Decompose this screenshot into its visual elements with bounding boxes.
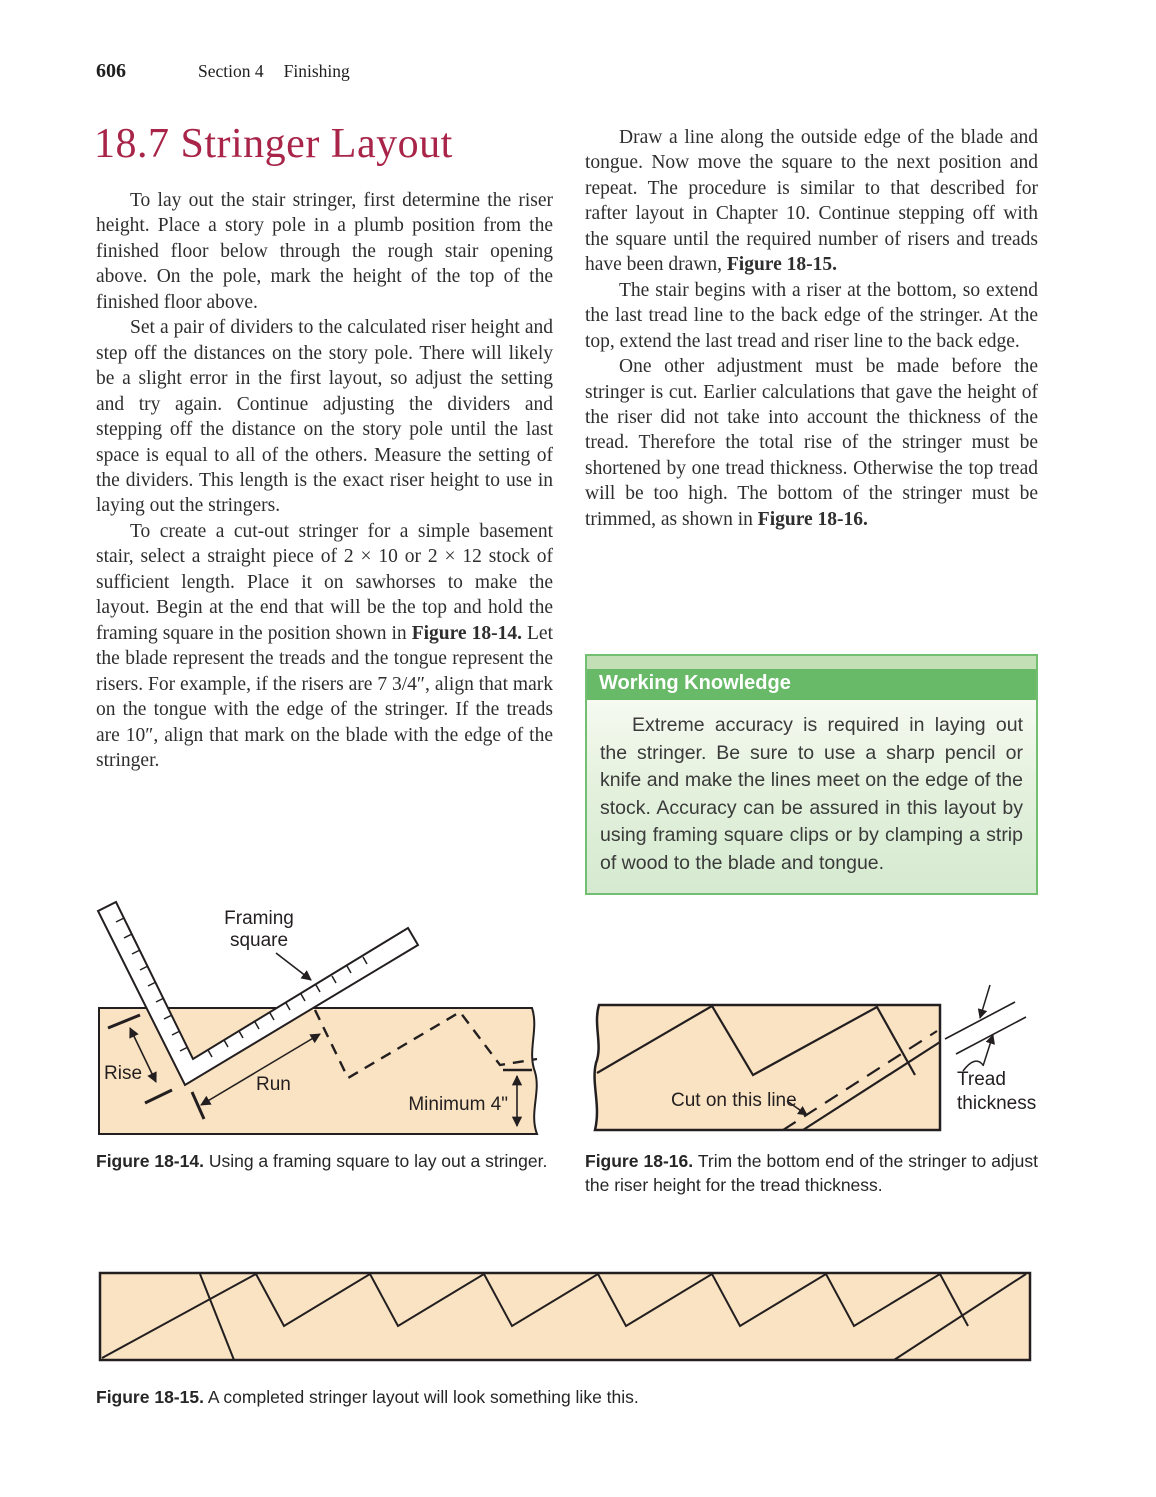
page-header xyxy=(96,60,796,83)
rise-label: Rise xyxy=(104,1063,143,1084)
paragraph xyxy=(96,315,553,519)
tread-thickness-lines xyxy=(945,1002,1026,1054)
caption-label: Figure 18-16. xyxy=(585,1151,694,1171)
framing-square-pointer-arrow xyxy=(276,953,311,980)
text-run: The stair begins with a riser at the bottom, so extend the last tread line to the back edge of the stringer. At the top, extend the last tread and riser line to the back edge. xyxy=(585,279,1038,352)
paragraph xyxy=(96,519,553,774)
figure-reference: Figure 18-16. xyxy=(757,508,868,530)
tread-thickness-upper-arrow xyxy=(980,985,990,1018)
working-knowledge-box xyxy=(585,654,1038,895)
figure-reference: Figure 18-15. xyxy=(726,254,837,276)
figure-18-15-diagram xyxy=(96,1268,1036,1365)
text-run: Set a pair of dividers to the calculated riser height and step off the distances on the story pole. There will likely be a slight error in the first layout, so adjust the setting and try again. Continue adjusting the dividers and stepping off the distance on the story pole until the last space is equal to all of the others. Measure the setting of the dividers. This length is the exact riser height to use in laying out the stringers. xyxy=(96,317,553,517)
run-label: Run xyxy=(256,1074,291,1095)
framing-square-label-line1: Framing xyxy=(224,908,294,929)
working-knowledge-top-strip xyxy=(587,656,1036,669)
figure-18-15-caption xyxy=(96,1386,1016,1410)
caption-text: Trim the bottom end of the stringer to adjust the riser height for the tread thickness. xyxy=(585,1151,1038,1195)
page-title: 18.7 Stringer Layout xyxy=(94,121,453,167)
section-label: Section 4 xyxy=(198,61,264,81)
working-knowledge-title: Working Knowledge xyxy=(587,669,1036,700)
figure-reference: Figure 18-14. xyxy=(411,622,522,644)
figure-18-16-diagram xyxy=(585,963,1040,1138)
paragraph xyxy=(96,188,553,315)
tread-thickness-label-line2: thickness xyxy=(957,1093,1037,1114)
working-knowledge-body: Extreme accuracy is required in laying out the stringer. Be sure to use a sharp pencil or knife and make the lines meet on the edge of the stock. Accuracy can be assured in this layout by using framing square clips or by clamping a strip of wood to the blade and tongue. xyxy=(587,700,1036,893)
text-run: Let the blade represent the treads and the tongue represent the risers. For example, if the risers are 7 3/4″, align that mark on the tongue with the edge of the stringer. If the treads are 10″, align that mark on the blade with the edge of the stringer. xyxy=(96,622,553,771)
figure-18-16-caption xyxy=(585,1150,1038,1197)
paragraph xyxy=(585,125,1038,278)
left-column xyxy=(96,188,553,773)
text-run: To create a cut-out stringer for a simple basement stair, select a straight piece of 2 × 10 or 2 × 12 stock of sufficient length. Place it on sawhorses to make the layout. Begin at the end that will be the top and hold the framing square in the position shown in xyxy=(96,520,553,644)
section-name: Finishing xyxy=(283,61,350,81)
caption-label: Figure 18-14. xyxy=(96,1151,204,1171)
right-column xyxy=(585,125,1038,532)
figure-18-14-caption xyxy=(96,1150,553,1174)
caption-label: Figure 18-15. xyxy=(96,1387,204,1407)
paragraph xyxy=(585,354,1038,532)
figure-18-14-diagram xyxy=(96,898,553,1141)
framing-square-label-line2: square xyxy=(229,930,289,951)
text-run: To lay out the stair stringer, first determine the riser height. Place a story pole in a plumb position from the finished floor below through the rough stair opening above. On the pole, mark the height of the top of the finished floor above. xyxy=(96,190,553,313)
caption-text: Using a framing square to lay out a stringer. xyxy=(203,1151,548,1171)
cut-line-label: Cut on this line xyxy=(671,1090,797,1111)
paragraph xyxy=(585,278,1038,354)
tread-thickness-label-line1: Tread xyxy=(957,1069,1006,1090)
minimum-label: Minimum 4" xyxy=(408,1094,508,1115)
text-run: Draw a line along the outside edge of the blade and tongue. Now move the square to the next position and repeat. The procedure is similar to that described for rafter layout in Chapter 10. Continue stepping off with the square until the required number of risers and treads have been drawn, xyxy=(585,127,1038,276)
page-number: 606 xyxy=(96,60,126,82)
stringer-board xyxy=(100,1273,1030,1360)
caption-text: A completed stringer layout will look something like this. xyxy=(203,1387,639,1407)
text-run: One other adjustment must be made before the stringer is cut. Earlier calculations that gave the height of the riser did not take into account the thickness of the tread. Therefore the total rise of the stringer must be shortened by one tread thickness. Otherwise the top tread will be too high. The bottom of the stringer must be trimmed, as shown in xyxy=(585,356,1038,530)
